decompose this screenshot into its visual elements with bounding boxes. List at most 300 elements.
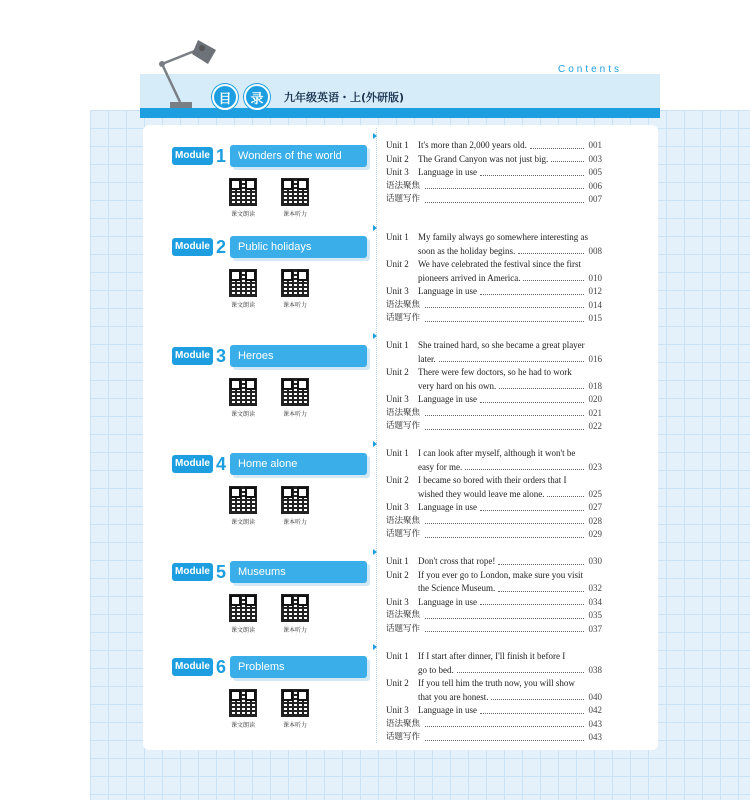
leader-dots: [425, 193, 584, 203]
unit-title: [418, 569, 602, 583]
unit-title: [422, 515, 602, 529]
page-number: 008: [588, 245, 602, 256]
toc-entry[interactable]: [386, 474, 602, 488]
page-number: 012: [588, 286, 602, 296]
book-subtitle: 九年级英语・上(外研版): [284, 91, 405, 104]
module-title[interactable]: Problems: [230, 656, 367, 678]
toc-entry[interactable]: [386, 555, 602, 569]
unit-label: [386, 691, 418, 705]
qr-code-icon[interactable]: [281, 378, 309, 406]
unit-title-line: [418, 664, 454, 678]
unit-list: [386, 650, 602, 745]
unit-title-text: wished they would leave me alone.: [418, 488, 545, 499]
page-number: 028: [588, 515, 602, 526]
qr-code-icon[interactable]: [229, 178, 257, 206]
unit-title: [418, 380, 602, 394]
leader-dots: [439, 353, 584, 363]
toc-entry[interactable]: [386, 139, 602, 153]
module-tag: Module: [172, 563, 213, 581]
page-number: 034: [588, 596, 602, 607]
unit-title: [422, 312, 602, 326]
qr-code-icon[interactable]: [281, 178, 309, 206]
page-number: 029: [588, 529, 602, 539]
qr-code-icon[interactable]: [229, 269, 257, 297]
unit-title: [422, 193, 602, 207]
unit-title-line: [418, 380, 496, 394]
module-block: [172, 233, 367, 309]
leader-dots: [425, 312, 584, 322]
unit-title-text: Language in use: [418, 596, 477, 607]
unit-title: [418, 677, 602, 691]
unit-title: [418, 474, 602, 488]
unit-title: [422, 180, 602, 194]
qr-code-icon[interactable]: [281, 594, 309, 622]
unit-label: 话题写作: [386, 421, 421, 431]
qr-code-row: [172, 689, 367, 729]
text-reading-qr[interactable]: [229, 594, 257, 634]
qr-label: 课本听力: [282, 302, 307, 309]
page-number: 040: [588, 691, 602, 702]
page-number: 023: [588, 461, 602, 472]
qr-code-icon[interactable]: [229, 594, 257, 622]
page-number: 021: [588, 407, 602, 418]
listening-qr[interactable]: [281, 378, 309, 418]
unit-label: Unit 2: [386, 569, 409, 580]
unit-label: Unit 2: [386, 678, 409, 688]
qr-code-icon[interactable]: [281, 689, 309, 717]
unit-list: [386, 555, 602, 636]
toc-entry[interactable]: [386, 569, 602, 583]
toc-entry: [386, 245, 602, 259]
unit-title-text: Language in use: [418, 394, 477, 404]
unit-label: Unit 1: [386, 232, 409, 242]
page-number: 025: [588, 488, 602, 499]
toc-entry[interactable]: [386, 258, 602, 272]
qr-code-icon[interactable]: [229, 689, 257, 717]
text-reading-qr[interactable]: [229, 269, 257, 309]
unit-title: [418, 461, 602, 475]
unit-title: [418, 582, 602, 596]
leader-dots: [480, 166, 584, 176]
module-header[interactable]: [172, 142, 367, 170]
toc-entry[interactable]: [386, 231, 602, 245]
unit-title-text: Language in use: [418, 502, 477, 512]
toc-entry[interactable]: [386, 193, 602, 207]
toc-entry[interactable]: [386, 677, 602, 691]
toc-entry[interactable]: [386, 609, 602, 623]
unit-title: [418, 153, 602, 167]
toc-entry[interactable]: [386, 366, 602, 380]
toc-entry[interactable]: [386, 718, 602, 732]
module-title[interactable]: Public holidays: [230, 236, 367, 258]
module-tag: Module: [172, 238, 213, 256]
unit-label: [386, 245, 418, 259]
unit-title: [418, 258, 602, 272]
unit-title: [418, 285, 602, 299]
unit-label: Unit 3: [386, 502, 409, 512]
module-number: 2: [216, 237, 227, 257]
page-title: [212, 84, 404, 110]
qr-code-icon[interactable]: [281, 486, 309, 514]
unit-list: [386, 447, 602, 542]
unit-label: Unit 2: [386, 475, 409, 485]
unit-title-line: [418, 353, 436, 367]
unit-title-line: [418, 461, 462, 475]
unit-label: [386, 380, 418, 394]
unit-title-line: [418, 488, 544, 502]
toc-entry: [386, 272, 602, 286]
leader-dots: [425, 407, 584, 417]
unit-label: Unit 1: [386, 448, 409, 458]
module-block: [172, 653, 367, 729]
unit-title-line: [418, 339, 602, 353]
page-number: 035: [588, 610, 602, 620]
qr-code-row: [172, 178, 367, 218]
leader-dots: [465, 461, 584, 471]
page-number: 003: [588, 153, 602, 164]
unit-label: Unit 3: [386, 596, 409, 607]
toc-entry[interactable]: [386, 704, 602, 718]
unit-title-text: I became so bored with their orders that I: [418, 475, 567, 485]
leader-dots: [425, 731, 584, 741]
module-tag: Module: [172, 658, 213, 676]
leader-dots: [547, 488, 584, 498]
unit-label: 语法聚焦: [386, 299, 421, 310]
leader-dots: [523, 272, 584, 282]
module-block: [172, 342, 367, 418]
unit-title-line: [418, 366, 602, 380]
module-block: [172, 558, 367, 634]
page-number: 018: [588, 380, 602, 391]
toc-entry: [386, 353, 602, 367]
unit-title: [418, 447, 602, 461]
qr-label: 课文朗读: [230, 519, 255, 526]
unit-title: [418, 704, 602, 718]
leader-dots: [498, 555, 584, 565]
unit-label: [386, 664, 418, 678]
unit-title: [418, 664, 602, 678]
page-number: 020: [588, 394, 602, 404]
toc-entry[interactable]: [386, 339, 602, 353]
unit-label: [386, 488, 418, 502]
leader-dots: [425, 528, 584, 538]
toc-entry[interactable]: [386, 650, 602, 664]
page-number: 014: [588, 299, 602, 310]
module-title[interactable]: Museums: [230, 561, 367, 583]
leader-dots: [425, 515, 584, 525]
unit-label: [386, 353, 418, 367]
module-number: 1: [216, 146, 227, 166]
page-number: 010: [588, 272, 602, 283]
unit-title-text: If you ever go to London, make sure you visit: [418, 569, 583, 580]
module-number: 3: [216, 346, 227, 366]
unit-label: [386, 272, 418, 286]
unit-label: Unit 3: [386, 394, 409, 404]
module-header[interactable]: [172, 450, 367, 478]
unit-title-line: [418, 569, 602, 583]
toc-entry[interactable]: [386, 596, 602, 610]
qr-code-row: [172, 594, 367, 634]
leader-dots: [457, 664, 584, 674]
unit-title-text: If I start after dinner, I'll finish it before I: [418, 651, 566, 661]
unit-title: [418, 650, 602, 664]
qr-label: 课文朗读: [230, 302, 255, 309]
toc-entry[interactable]: [386, 528, 602, 542]
toc-entry: [386, 488, 602, 502]
module-header[interactable]: [172, 653, 367, 681]
text-reading-qr[interactable]: [229, 178, 257, 218]
unit-label: Unit 2: [386, 259, 409, 269]
unit-title-text: very hard on his own.: [418, 380, 497, 391]
module-title[interactable]: Heroes: [230, 345, 367, 367]
unit-label: Unit 2: [386, 153, 409, 164]
module-header[interactable]: [172, 558, 367, 586]
page-number: 042: [588, 705, 602, 715]
unit-title-text: easy for me.: [418, 461, 463, 472]
qr-code-row: [172, 269, 367, 309]
unit-title: [418, 353, 602, 367]
toc-entry[interactable]: [386, 731, 602, 745]
qr-label: 课本听力: [282, 211, 307, 218]
leader-dots: [551, 153, 584, 163]
unit-title-text: She trained hard, so she became a great player: [418, 340, 585, 350]
unit-list: [386, 231, 602, 326]
leader-dots: [480, 393, 584, 403]
unit-title-text: the Science Museum.: [418, 583, 496, 593]
leader-dots: [425, 609, 584, 619]
unit-title-text: There were few doctors, so he had to work: [418, 367, 572, 377]
unit-label: [386, 461, 418, 475]
leader-dots: [425, 420, 584, 430]
unit-title: [422, 299, 602, 313]
toc-entry[interactable]: [386, 166, 602, 180]
unit-title-text: If you tell him the truth now, you will show: [418, 678, 575, 688]
unit-title-text: The Grand Canyon was not just big.: [418, 153, 549, 164]
qr-label: 课本听力: [282, 722, 307, 729]
section-arrow-icon: [373, 333, 377, 339]
unit-label: 话题写作: [386, 194, 421, 204]
listening-qr[interactable]: [281, 689, 309, 729]
toc-entry[interactable]: [386, 393, 602, 407]
unit-title-line: [418, 166, 477, 180]
module-block: [172, 450, 367, 526]
toc-entry[interactable]: [386, 420, 602, 434]
unit-list: [386, 339, 602, 434]
unit-title: [418, 245, 602, 259]
section-arrow-icon: [373, 644, 377, 650]
qr-code-row: [172, 486, 367, 526]
contents-label: Contents: [557, 64, 622, 75]
unit-title-text: It's more than 2,000 years old.: [418, 140, 527, 150]
unit-title-text: I can look after myself, although it won't be: [418, 448, 576, 458]
column-divider: [376, 128, 377, 743]
unit-title: [422, 731, 602, 745]
unit-title-text: Language in use: [418, 705, 477, 715]
unit-title-text: We have celebrated the festival since the first: [418, 259, 581, 269]
toc-entry[interactable]: [386, 501, 602, 515]
unit-label: Unit 1: [386, 140, 409, 150]
unit-title: [418, 166, 602, 180]
unit-title-line: [418, 245, 515, 259]
module-number: 6: [216, 657, 227, 677]
unit-label: 话题写作: [386, 529, 421, 539]
unit-title-line: [418, 677, 602, 691]
unit-title-line: [418, 501, 477, 515]
unit-label: 语法聚焦: [386, 610, 421, 620]
module-number: 4: [216, 454, 227, 474]
qr-code-icon[interactable]: [281, 269, 309, 297]
page-number: 007: [588, 194, 602, 204]
unit-title-text: soon as the holiday begins.: [418, 245, 516, 256]
leader-dots: [491, 691, 584, 701]
page-number: 043: [588, 732, 602, 742]
unit-title-text: that you are honest.: [418, 691, 489, 702]
unit-label: [386, 582, 418, 596]
unit-title: [418, 691, 602, 705]
unit-title-text: later.: [418, 353, 436, 364]
unit-title: [418, 596, 602, 610]
qr-label: 课文朗读: [230, 627, 255, 634]
unit-label: Unit 1: [386, 340, 409, 350]
section-arrow-icon: [373, 225, 377, 231]
module-header[interactable]: [172, 233, 367, 261]
unit-title-line: [418, 691, 488, 705]
text-reading-qr[interactable]: [229, 486, 257, 526]
unit-title: [418, 555, 602, 569]
listening-qr[interactable]: [281, 269, 309, 309]
unit-title-line: [418, 231, 602, 245]
toc-entry[interactable]: [386, 447, 602, 461]
page-number: 016: [588, 353, 602, 364]
unit-title-text: Don't cross that rope!: [418, 556, 496, 566]
unit-title-line: [418, 153, 548, 167]
unit-title-text: My family always go somewhere interesting as: [418, 232, 588, 242]
module-title[interactable]: Home alone: [230, 453, 367, 475]
leader-dots: [498, 582, 584, 592]
leader-dots: [425, 299, 584, 309]
toc-entry[interactable]: [386, 299, 602, 313]
unit-label: Unit 1: [386, 556, 409, 566]
unit-title: [422, 407, 602, 421]
unit-label: 语法聚焦: [386, 180, 421, 191]
unit-title-line: [418, 555, 495, 569]
qr-code-icon[interactable]: [229, 486, 257, 514]
qr-code-icon[interactable]: [229, 378, 257, 406]
page-number: 037: [588, 623, 602, 634]
unit-title: [422, 528, 602, 542]
unit-label: 话题写作: [386, 732, 421, 742]
leader-dots: [480, 501, 584, 511]
unit-title-text: Language in use: [418, 167, 477, 177]
unit-title-line: [418, 285, 477, 299]
unit-title-line: [418, 704, 477, 718]
listening-qr[interactable]: [281, 594, 309, 634]
unit-title-text: pioneers arrived in America.: [418, 272, 521, 283]
toc-entry: [386, 691, 602, 705]
unit-title: [422, 718, 602, 732]
toc-entry[interactable]: [386, 153, 602, 167]
toc-entry[interactable]: [386, 515, 602, 529]
unit-title: [418, 501, 602, 515]
text-reading-qr[interactable]: [229, 689, 257, 729]
module-tag: Module: [172, 147, 213, 165]
page-number: 027: [588, 502, 602, 512]
unit-title-line: [418, 447, 602, 461]
unit-label: Unit 3: [386, 167, 409, 177]
page-number: 032: [588, 583, 602, 593]
listening-qr[interactable]: [281, 178, 309, 218]
unit-label: Unit 3: [386, 705, 409, 715]
leader-dots: [480, 704, 584, 714]
unit-title: [422, 609, 602, 623]
module-header[interactable]: [172, 342, 367, 370]
section-arrow-icon: [373, 549, 377, 555]
toc-entry: [386, 380, 602, 394]
toc-entry[interactable]: [386, 285, 602, 299]
unit-title-line: [418, 258, 602, 272]
page-number: 005: [588, 167, 602, 177]
unit-title: [418, 231, 602, 245]
page-number: 043: [588, 718, 602, 729]
qr-code-row: [172, 378, 367, 418]
qr-label: 课本听力: [282, 411, 307, 418]
unit-title-line: [418, 393, 477, 407]
unit-label: Unit 3: [386, 286, 409, 296]
unit-title: [418, 393, 602, 407]
listening-qr[interactable]: [281, 486, 309, 526]
toc-entry[interactable]: [386, 180, 602, 194]
text-reading-qr[interactable]: [229, 378, 257, 418]
unit-label: 语法聚焦: [386, 407, 421, 418]
title-char-2: 录: [244, 84, 270, 110]
module-block: [172, 142, 367, 218]
leader-dots: [425, 623, 584, 633]
unit-list: [386, 139, 602, 207]
qr-label: 课本听力: [282, 519, 307, 526]
unit-label: Unit 2: [386, 367, 409, 377]
unit-title-text: go to bed.: [418, 664, 454, 675]
leader-dots: [480, 596, 584, 606]
module-title[interactable]: Wonders of the world: [230, 145, 367, 167]
toc-entry[interactable]: [386, 407, 602, 421]
unit-label: 语法聚焦: [386, 515, 421, 526]
unit-title-line: [418, 272, 520, 286]
unit-label: Unit 1: [386, 651, 409, 661]
module-tag: Module: [172, 455, 213, 473]
qr-label: 课文朗读: [230, 722, 255, 729]
module-tag: Module: [172, 347, 213, 365]
page-number: 022: [588, 421, 602, 431]
section-arrow-icon: [373, 133, 377, 139]
unit-title-line: [418, 596, 477, 610]
leader-dots: [518, 245, 584, 255]
toc-entry: [386, 461, 602, 475]
leader-dots: [530, 139, 584, 149]
page-number: 006: [588, 180, 602, 191]
toc-entry: [386, 582, 602, 596]
unit-title-line: [418, 650, 602, 664]
leader-dots: [480, 285, 584, 295]
qr-label: 课文朗读: [230, 411, 255, 418]
qr-label: 课文朗读: [230, 211, 255, 218]
page-number: 001: [588, 140, 602, 150]
unit-title: [422, 623, 602, 637]
toc-entry[interactable]: [386, 623, 602, 637]
toc-entry: [386, 664, 602, 678]
toc-entry[interactable]: [386, 312, 602, 326]
unit-title-line: [418, 139, 527, 153]
unit-label: 话题写作: [386, 623, 421, 634]
